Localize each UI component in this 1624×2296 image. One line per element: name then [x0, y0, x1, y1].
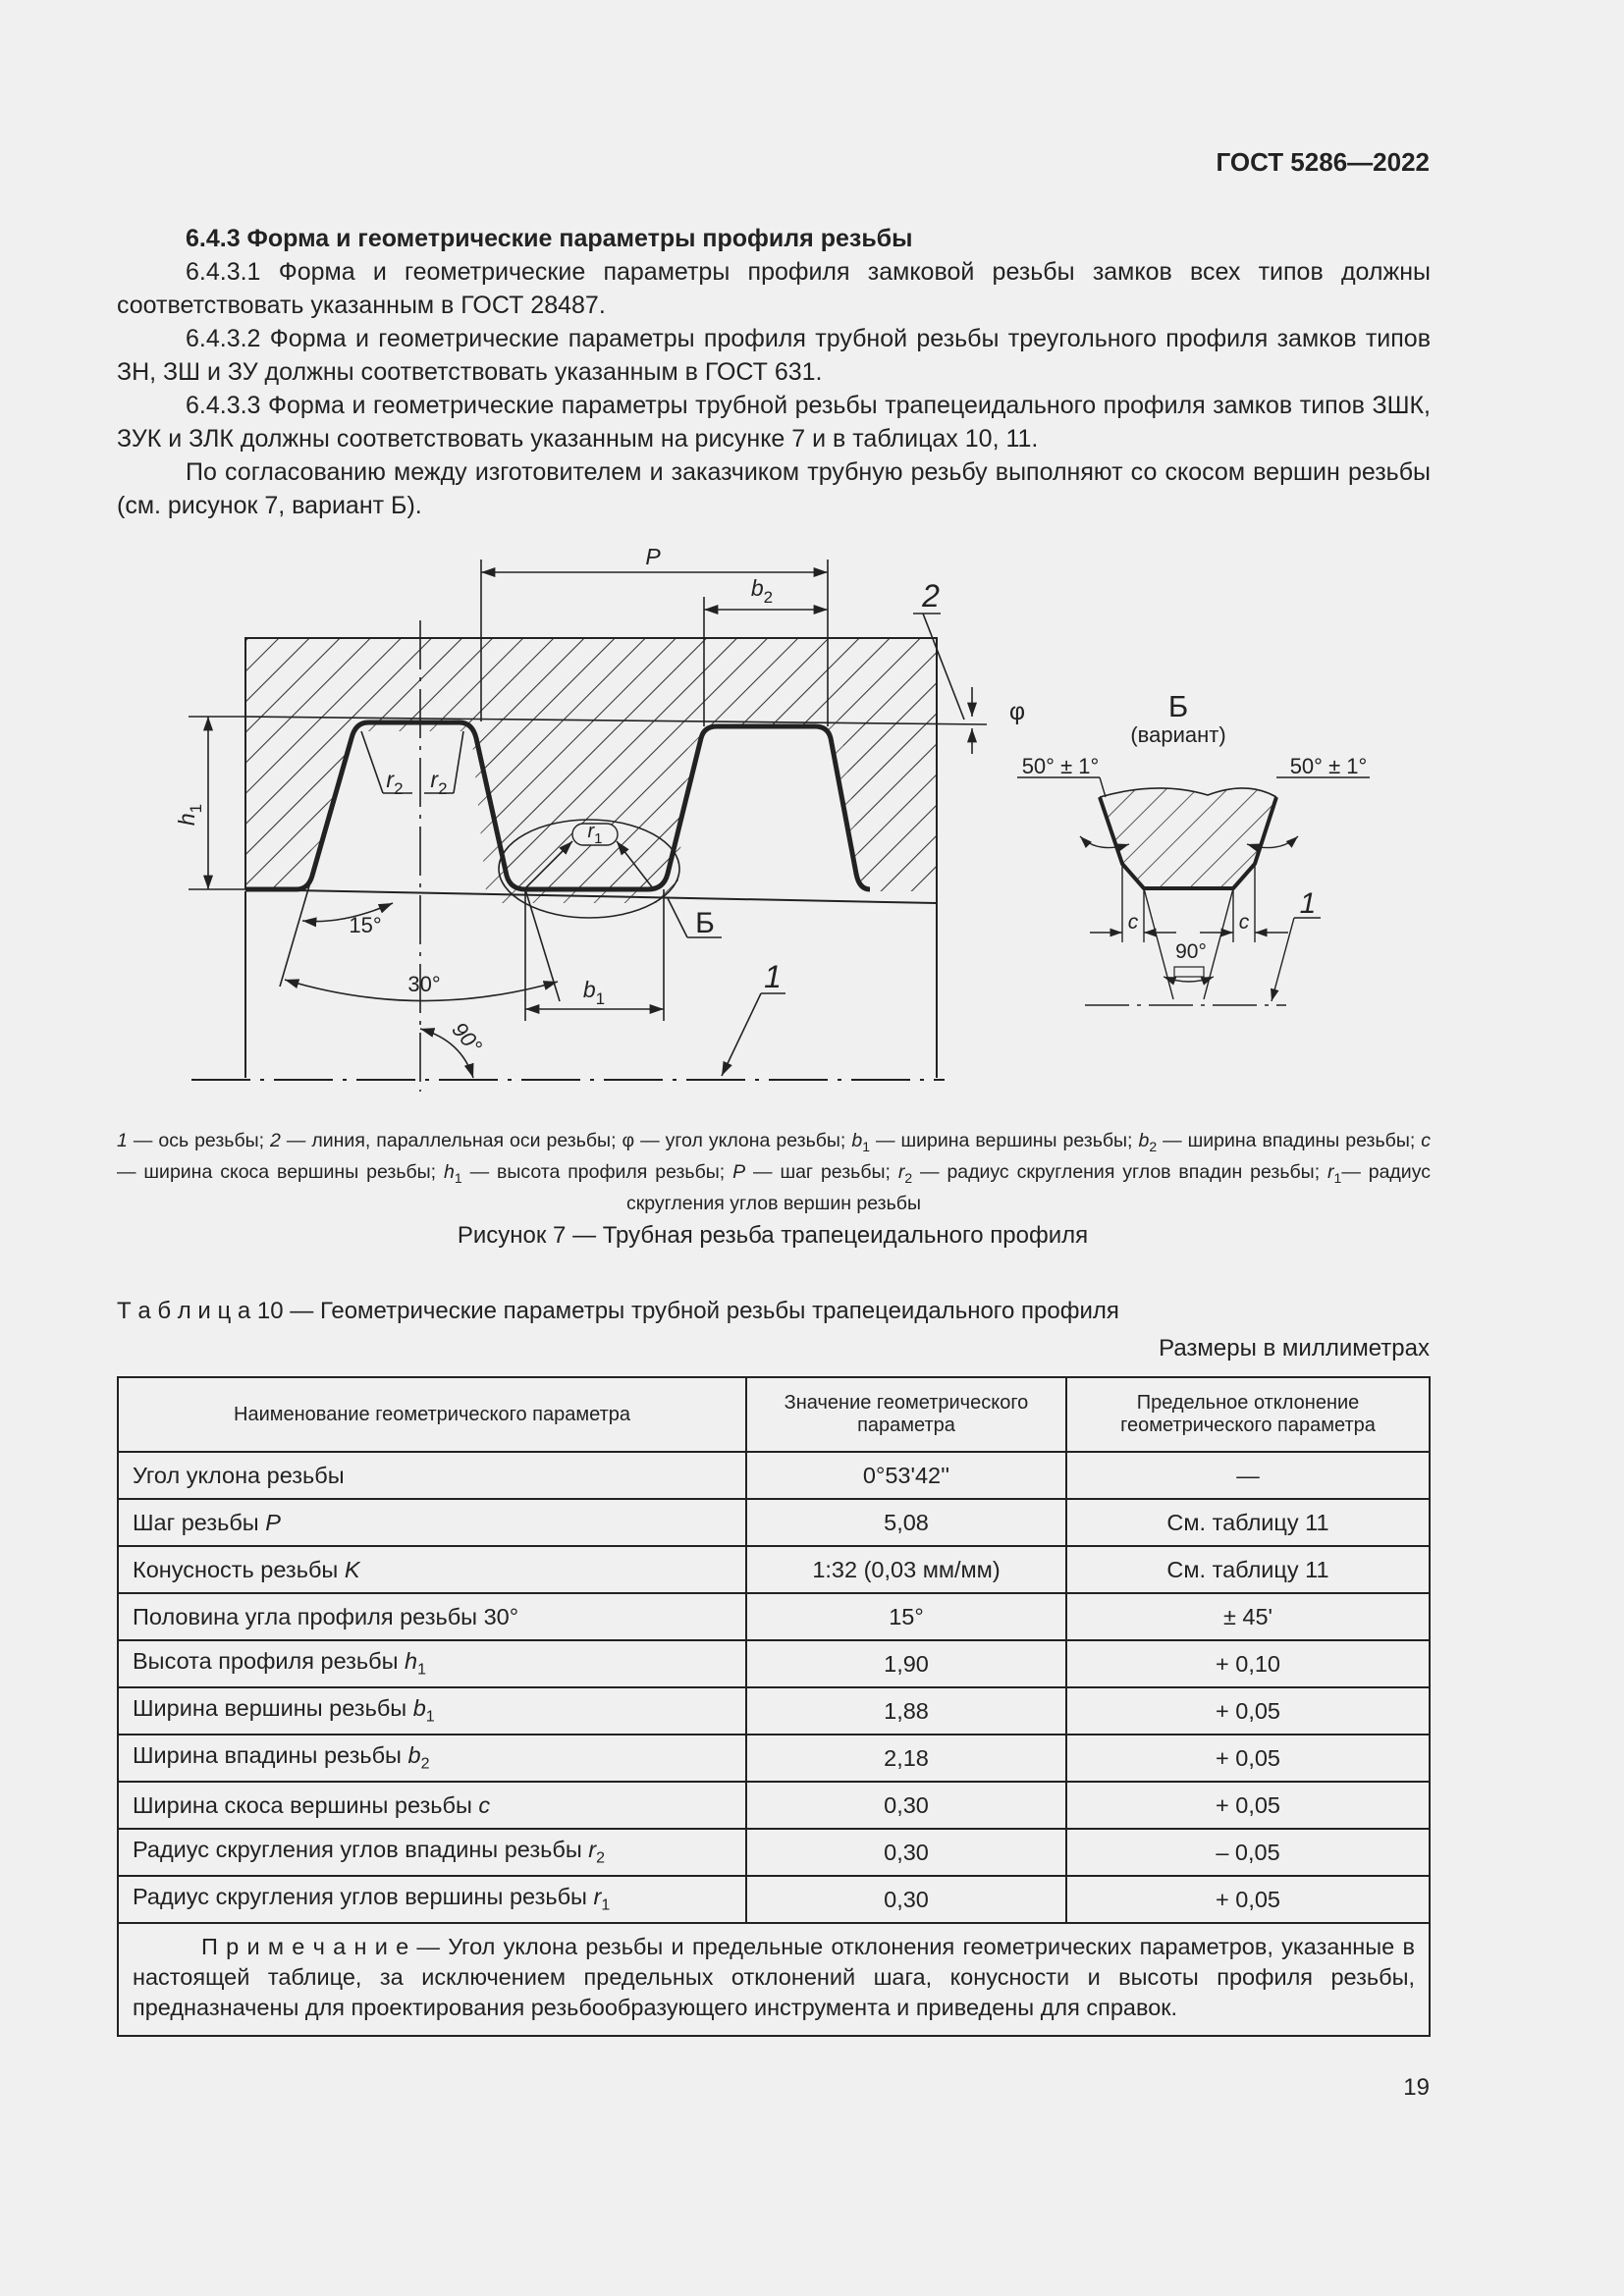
- label-2: 2: [922, 578, 940, 614]
- param-deviation: + 0,05: [1066, 1687, 1430, 1735]
- angle-15: 15°: [349, 913, 382, 937]
- dim-c-right: c: [1238, 911, 1250, 934]
- legend-fragment: 1: [454, 1169, 462, 1186]
- section-heading: 6.4.3 Форма и геометрические параметры профиля резьбы: [186, 225, 913, 252]
- param-value: 0,30: [746, 1782, 1066, 1829]
- param-deviation: + 0,05: [1066, 1782, 1430, 1829]
- param-name: Шаг резьбы P: [118, 1499, 746, 1546]
- legend-fragment: — линия, параллельная оси резьбы; φ — угол уклона резьбы;: [280, 1130, 852, 1151]
- table-row: [118, 1593, 1430, 1640]
- param-value: 1,90: [746, 1640, 1066, 1687]
- legend-fragment: 2: [904, 1169, 913, 1186]
- dim-h1: $h_1$: [174, 803, 205, 827]
- param-name: Ширина скоса вершины резьбы c: [118, 1782, 746, 1829]
- parameters-table: [117, 1376, 1431, 2037]
- table-row: [118, 1876, 1430, 1923]
- param-deviation: – 0,05: [1066, 1829, 1430, 1876]
- param-deviation: + 0,10: [1066, 1640, 1430, 1687]
- legend-fragment: P: [732, 1160, 746, 1183]
- standard-header: ГОСТ 5286—2022: [1216, 147, 1430, 177]
- table-row: [118, 1452, 1430, 1499]
- table-caption: Т а б л и ц а 10 — Геометрические параметры трубной резьбы трапецеидального профиля: [117, 1298, 1119, 1324]
- units-note: Размеры в миллиметрах: [1159, 1335, 1430, 1362]
- param-deviation: —: [1066, 1452, 1430, 1499]
- angle-50-left: 50° ± 1°: [1021, 754, 1100, 778]
- figure-caption: Рисунок 7 — Трубная резьба трапецеидального профиля: [457, 1222, 1089, 1249]
- paragraph: 6.4.3.1 Форма и геометрические параметры профиля замковой резьбы замков всех типов должны соответствовать указанным в ГОСТ 28487.: [117, 258, 1431, 319]
- param-name: Ширина вершины резьбы $b_1$: [118, 1687, 746, 1735]
- param-value: 0°53'42'': [746, 1452, 1066, 1499]
- dim-P: P: [645, 544, 661, 569]
- param-deviation: См. таблицу 11: [1066, 1546, 1430, 1593]
- legend-fragment: 1: [1333, 1169, 1342, 1186]
- legend-fragment: h: [444, 1160, 455, 1183]
- angle-90-detail: 90°: [1175, 940, 1207, 963]
- param-value: 1:32 (0,03 мм/мм): [746, 1546, 1066, 1593]
- legend-fragment: — ось резьбы;: [127, 1130, 271, 1151]
- table-row: [118, 1640, 1430, 1687]
- param-deviation: См. таблицу 11: [1066, 1499, 1430, 1546]
- label-1-detail: 1: [1299, 887, 1317, 920]
- legend-fragment: 2: [270, 1130, 281, 1151]
- angle-50-right: 50° ± 1°: [1289, 754, 1368, 778]
- legend-fragment: — ширина скоса вершины резьбы;: [117, 1160, 444, 1183]
- param-deviation: ± 45': [1066, 1593, 1430, 1640]
- col-header-deviation: Предельное отклонение геометрического параметра: [1066, 1377, 1430, 1452]
- param-name: Конусность резьбы K: [118, 1546, 746, 1593]
- col-header-value: Значение геометрического параметра: [746, 1377, 1066, 1452]
- table-note-row: [118, 1923, 1430, 2036]
- table-row: [118, 1499, 1430, 1546]
- param-name: Высота профиля резьбы $h_1$: [118, 1640, 746, 1687]
- col-header-name: Наименование геометрического параметра: [118, 1377, 746, 1452]
- dim-b1: $b_1$: [582, 977, 606, 1008]
- angle-30: 30°: [407, 972, 441, 996]
- legend-fragment: — шаг резьбы;: [745, 1160, 898, 1183]
- detail-B-title: Б: [1167, 689, 1189, 723]
- table-row: [118, 1687, 1430, 1735]
- legend-fragment: — ширина впадины резьбы;: [1157, 1130, 1422, 1151]
- label-r2-right: $r_2$: [430, 767, 448, 798]
- legend-fragment: 2: [1149, 1138, 1158, 1154]
- legend-fragment: r: [897, 1160, 905, 1183]
- param-name: Половина угла профиля резьбы 30°: [118, 1593, 746, 1640]
- angle-90: 90°: [447, 1017, 488, 1058]
- figure-legend: [117, 1128, 1431, 1216]
- dim-c-left: c: [1127, 911, 1139, 934]
- label-r2-left: $r_2$: [386, 767, 404, 798]
- legend-fragment: 1: [117, 1130, 128, 1151]
- param-name: Угол уклона резьбы: [118, 1452, 746, 1499]
- table-row: [118, 1782, 1430, 1829]
- param-name: Радиус скругления углов впадины резьбы $r_2$: [118, 1829, 746, 1876]
- param-value: 1,88: [746, 1687, 1066, 1735]
- table-row: [118, 1829, 1430, 1876]
- param-value: 2,18: [746, 1735, 1066, 1782]
- detail-B-body: [1100, 788, 1276, 888]
- param-value: 5,08: [746, 1499, 1066, 1546]
- table-row: [118, 1735, 1430, 1782]
- page-number: 19: [1403, 2074, 1430, 2101]
- legend-fragment: c: [1421, 1130, 1432, 1151]
- label-B: Б: [695, 907, 715, 939]
- param-name: Ширина впадины резьбы $b_2$: [118, 1735, 746, 1782]
- table-note: П р и м е ч а н и е — Угол уклона резьбы и предельные отклонения геометрических параметров, указанные в настоящей таблице, за исключением предельных отклонений шага, конусности и высоты профиля резьбы, предназначены для проектирования резьбообразующего инструмента и приведены для справок.: [118, 1923, 1430, 2036]
- detail-B-variant: (вариант): [1130, 722, 1226, 747]
- label-r1: $r_1$: [587, 821, 603, 847]
- param-deviation: + 0,05: [1066, 1876, 1430, 1923]
- legend-fragment: 1: [862, 1138, 870, 1154]
- legend-fragment: — радиус скругления углов впадин резьбы;: [912, 1160, 1328, 1183]
- legend-fragment: — высота профиля резьбы;: [461, 1160, 733, 1183]
- label-1: 1: [764, 959, 782, 994]
- thread-profile-figure: [0, 0, 1624, 1109]
- param-name: Радиус скругления углов вершины резьбы $r_1$: [118, 1876, 746, 1923]
- legend-fragment: — радиус скругления углов вершин резьбы: [626, 1160, 1431, 1214]
- dim-b2: $b_2$: [750, 575, 774, 607]
- table-row: [118, 1546, 1430, 1593]
- paragraph: 6.4.3.3 Форма и геометрические параметры трубной резьбы трапецеидального профиля замков типов ЗШК, ЗУК и ЗЛК должны соответствовать указанным на рисунке 7 и в таблицах 10, 11.: [117, 392, 1431, 453]
- param-value: 0,30: [746, 1876, 1066, 1923]
- paragraph: По согласованию между изготовителем и заказчиком трубную резьбу выполняют со скосом вершин резьбы (см. рисунок 7, вариант Б).: [117, 458, 1431, 519]
- param-value: 15°: [746, 1593, 1066, 1640]
- param-deviation: + 0,05: [1066, 1735, 1430, 1782]
- param-value: 0,30: [746, 1829, 1066, 1876]
- legend-fragment: b: [1138, 1130, 1150, 1151]
- legend-fragment: b: [851, 1130, 863, 1151]
- paragraph: 6.4.3.2 Форма и геометрические параметры профиля трубной резьбы треугольного профиля замков типов ЗН, ЗШ и ЗУ должны соответствовать указанным в ГОСТ 631.: [117, 325, 1431, 386]
- legend-fragment: r: [1327, 1160, 1334, 1183]
- label-phi: φ: [1008, 698, 1026, 725]
- legend-fragment: — ширина вершины резьбы;: [870, 1130, 1139, 1151]
